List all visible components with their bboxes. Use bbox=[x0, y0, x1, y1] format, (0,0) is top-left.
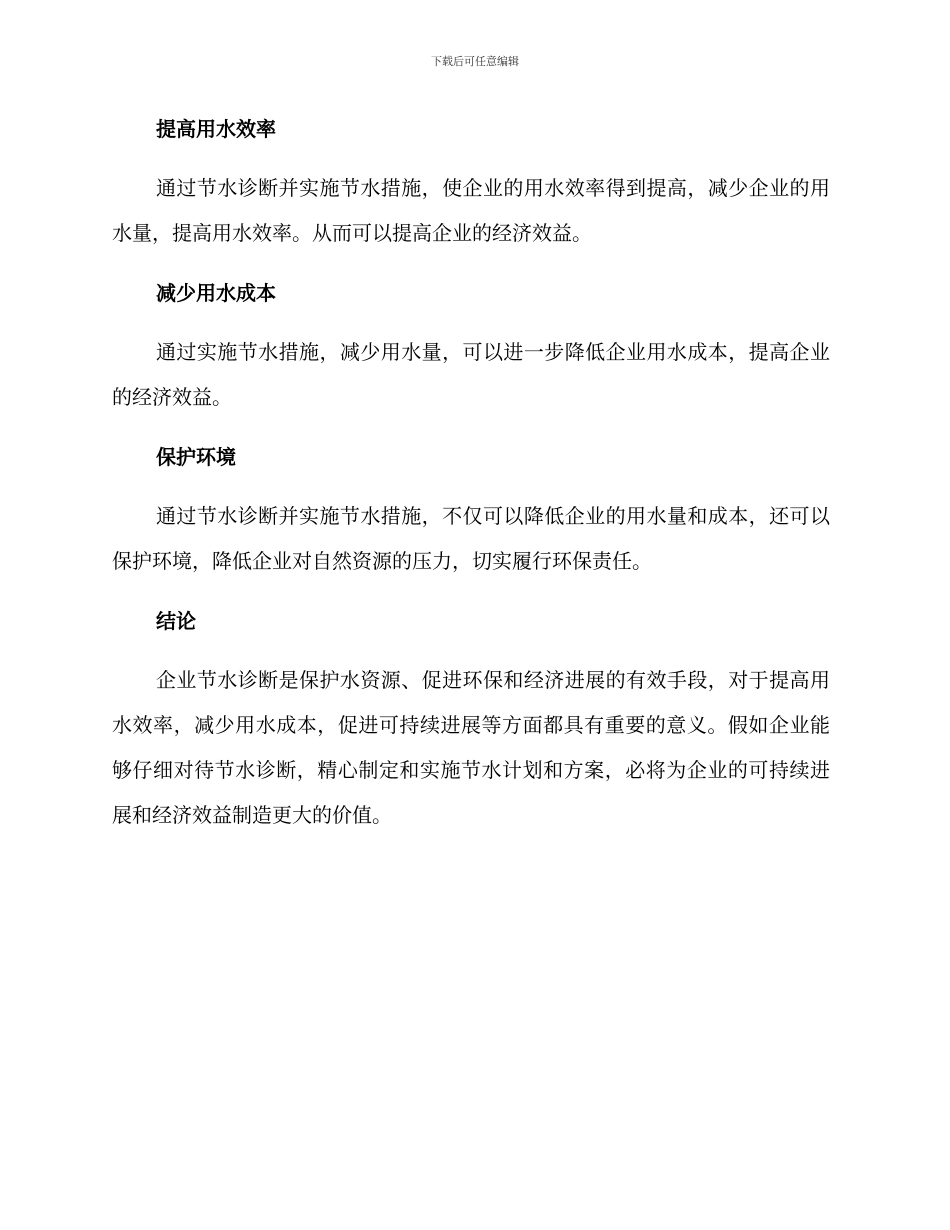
section-cost bbox=[112, 270, 830, 420]
section-paragraph: 企业节水诊断是保护水资源、促进环保和经济进展的有效手段，对于提高用水效率，减少用水成本，促进可持续进展等方面都具有重要的意义。假如企业能够仔细对待节水诊断，精心制定和实施节水计划和方案，必将为企业的可持续进展和经济效益制造更大的价值。 bbox=[112, 668, 830, 827]
document-body bbox=[112, 106, 830, 852]
section-heading: 结论 bbox=[156, 609, 196, 633]
section-heading: 减少用水成本 bbox=[156, 281, 276, 305]
section-paragraph: 通过节水诊断并实施节水措施，使企业的用水效率得到提高，减少企业的用水量，提高用水效率。从而可以提高企业的经济效益。 bbox=[112, 176, 830, 245]
section-efficiency bbox=[112, 106, 830, 256]
section-heading: 保护环境 bbox=[156, 445, 236, 469]
section-conclusion bbox=[112, 598, 830, 838]
section-paragraph: 通过实施节水措施，减少用水量，可以进一步降低企业用水成本，提高企业的经济效益。 bbox=[112, 340, 830, 409]
page-header: 下载后可任意编辑 bbox=[431, 55, 519, 68]
section-heading: 提高用水效率 bbox=[156, 117, 276, 141]
section-paragraph: 通过节水诊断并实施节水措施，不仅可以降低企业的用水量和成本，还可以保护环境，降低企业对自然资源的压力，切实履行环保责任。 bbox=[112, 504, 830, 573]
section-environment bbox=[112, 434, 830, 584]
